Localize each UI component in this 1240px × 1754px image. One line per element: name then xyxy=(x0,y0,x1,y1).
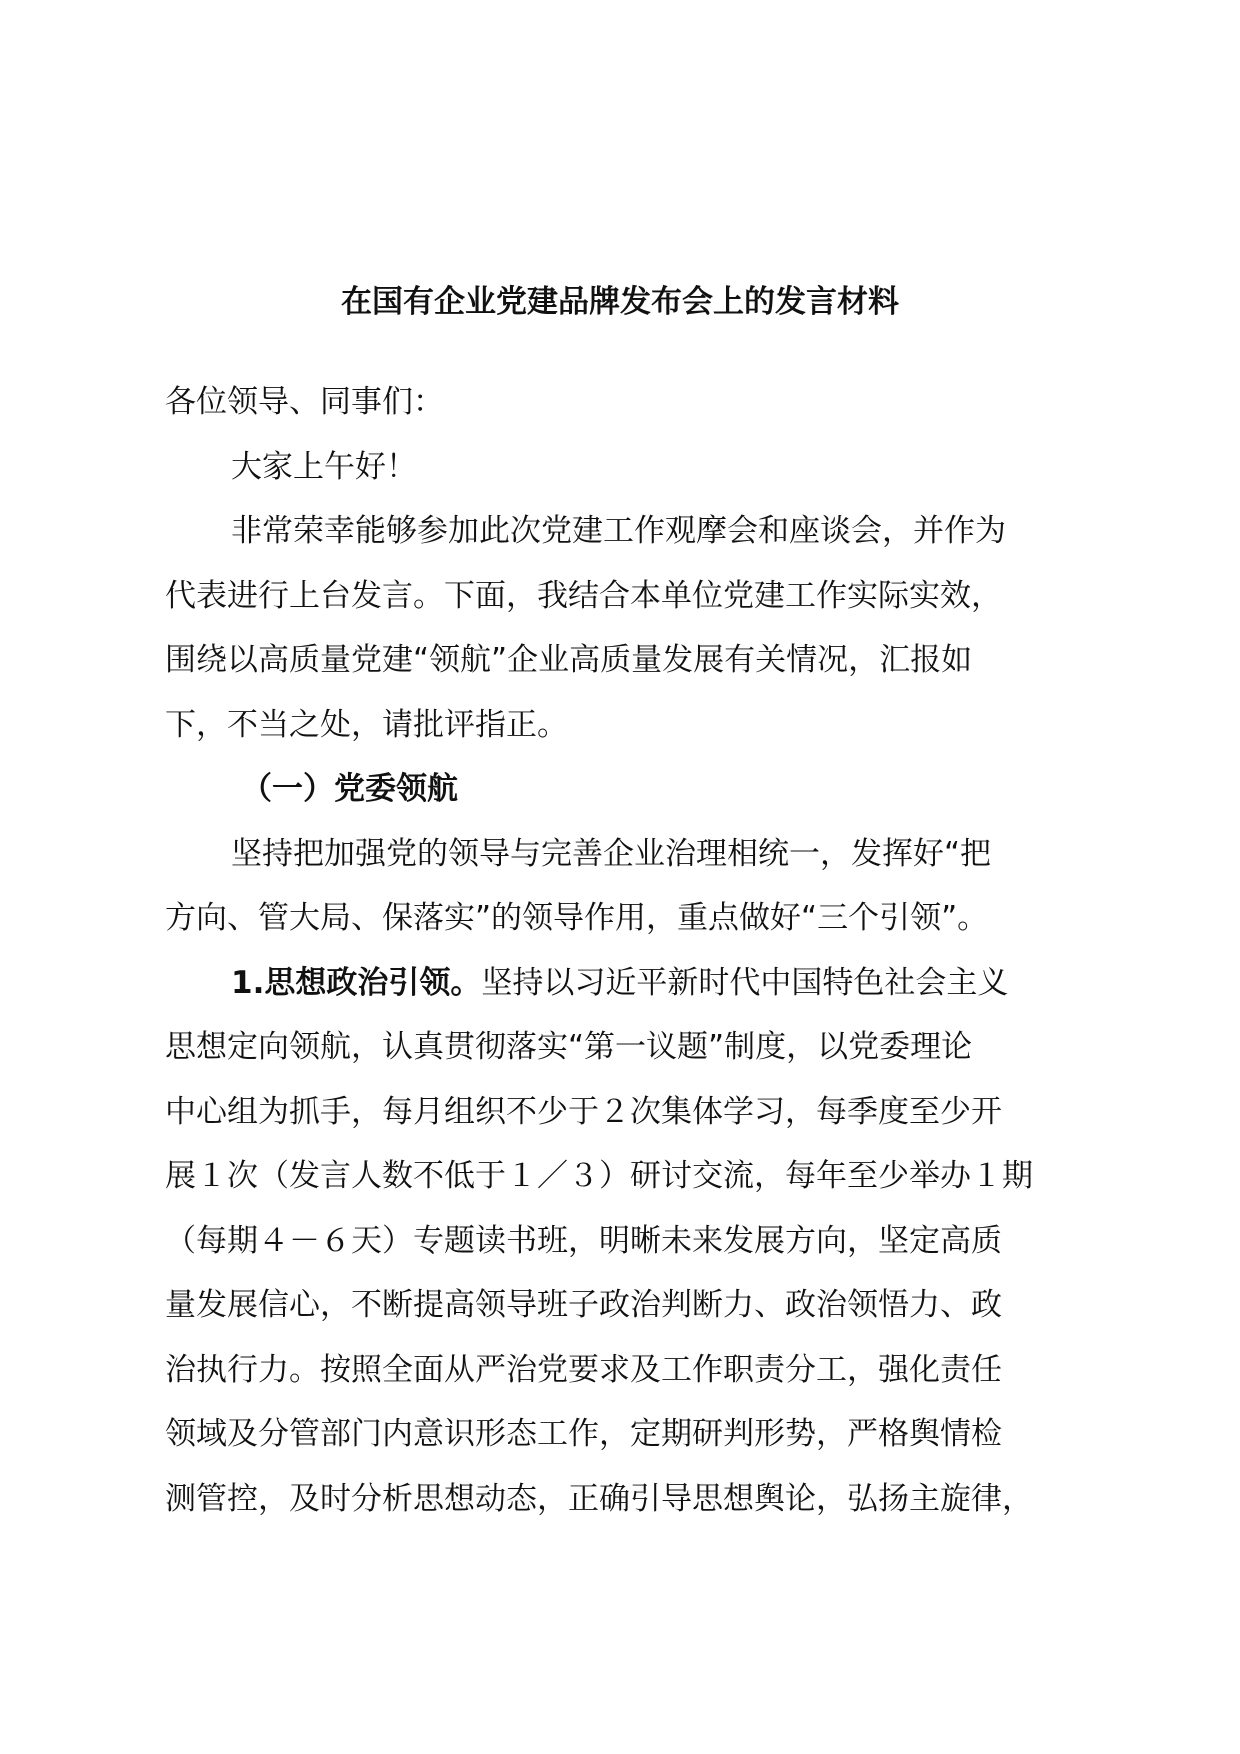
point-1-line: 中心组为抓手，每月组织不少于２次集体学习，每季度至少开 xyxy=(165,1093,1002,1130)
section-line: 坚持把加强党的领导与完善企业治理相统一，发挥好“把 xyxy=(231,835,992,872)
intro-line: 下，不当之处，请批评指正。 xyxy=(165,706,568,743)
document-title: 在国有企业党建品牌发布会上的发言材料 xyxy=(341,284,899,320)
point-1-line: 展１次（发言人数不低于１／３）研讨交流，每年至少举办１期 xyxy=(165,1158,1033,1194)
salutation: 各位领导、同事们： xyxy=(165,384,444,420)
section-heading: （一）党委领航 xyxy=(241,771,458,807)
point-1-first-rest: 坚持以习近平新时代中国特色社会主义 xyxy=(481,964,1009,1001)
point-1-line: 量发展信心，不断提高领导班子政治判断力、政治领悟力、政 xyxy=(165,1287,1002,1323)
point-1-first-line xyxy=(165,951,1085,1016)
intro-line: 非常荣幸能够参加此次党建工作观摩会和座谈会，并作为 xyxy=(231,513,1006,549)
document-body xyxy=(165,370,1085,1531)
section-paragraph xyxy=(165,822,1085,951)
point-1-paragraph xyxy=(165,951,1085,1532)
point-1-line: 领域及分管部门内意识形态工作，定期研判形势，严格舆情检 xyxy=(165,1416,1002,1452)
section-line: 方向、管大局、保落实”的领导作用，重点做好“三个引领”。 xyxy=(165,900,989,936)
greeting: 大家上午好！ xyxy=(231,448,417,485)
point-1-line: （每期４－６天）专题读书班，明晰未来发展方向，坚定高质 xyxy=(165,1222,1002,1259)
point-1-line: 思想定向领航，认真贯彻落实“第一议题”制度，以党委理论 xyxy=(165,1029,973,1065)
intro-paragraph xyxy=(165,499,1085,757)
point-1-line: 治执行力。按照全面从严治党要求及工作职责分工，强化责任 xyxy=(165,1351,1002,1388)
intro-line: 代表进行上台发言。下面，我结合本单位党建工作实际实效， xyxy=(165,577,1002,614)
intro-line: 围绕以高质量党建“领航”企业高质量发展有关情况，汇报如 xyxy=(165,642,973,678)
point-1-lead: 1.思想政治引领。 xyxy=(231,964,482,1001)
point-1-line: 测管控，及时分析思想动态，正确引导思想舆论，弘扬主旋律， xyxy=(165,1480,1033,1517)
